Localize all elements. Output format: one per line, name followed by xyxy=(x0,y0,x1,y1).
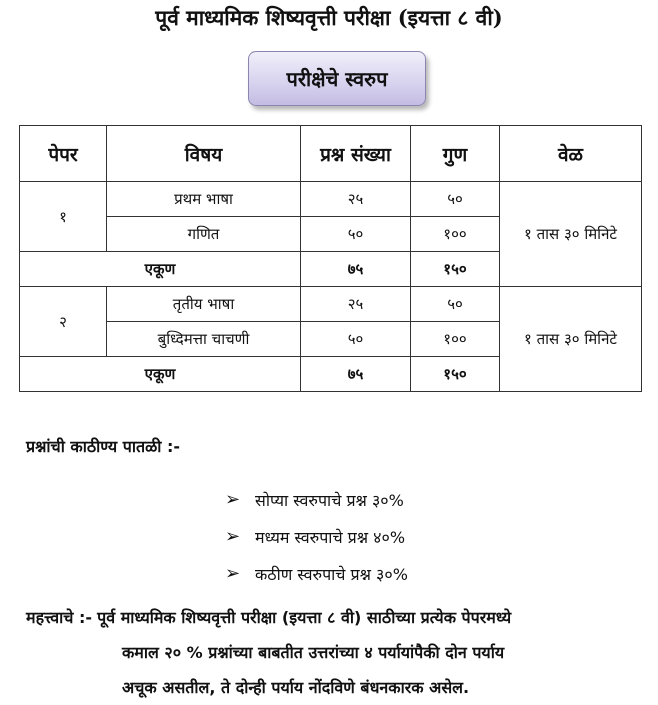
header-questions: प्रश्न संख्या xyxy=(301,126,411,182)
header-paper: पेपर xyxy=(20,126,107,182)
total-marks: १५० xyxy=(411,252,500,287)
total-questions: ७५ xyxy=(301,252,411,287)
subject-cell: गणित xyxy=(107,217,301,252)
page-title: पूर्व माध्यमिक शिष्यवृत्ती परीक्षा (इयत्ता ८ वी) xyxy=(155,5,503,30)
total-label: एकूण xyxy=(20,357,301,392)
marks-cell: १०० xyxy=(411,322,500,357)
subject-cell: तृतीय भाषा xyxy=(107,287,301,322)
difficulty-list xyxy=(225,481,408,592)
marks-cell: ५० xyxy=(411,182,500,217)
paper-number: १ xyxy=(20,182,107,252)
arrow-bullet-icon: ➢ xyxy=(225,563,241,584)
time-cell: १ तास ३० मिनिटे xyxy=(500,182,642,287)
subject-cell: बुध्दिमत्ता चाचणी xyxy=(107,322,301,357)
header-subject: विषय xyxy=(107,126,301,182)
arrow-bullet-icon: ➢ xyxy=(225,526,241,547)
note-text-1: पूर्व माध्यमिक शिष्यवृत्ती परीक्षा (इयत्ता ८ वी) साठीच्या प्रत्येक पेपरमध्ये xyxy=(97,608,512,627)
arrow-bullet-icon: ➢ xyxy=(225,489,241,510)
marks-cell: ५० xyxy=(411,287,500,322)
questions-cell: ५० xyxy=(301,322,411,357)
list-item xyxy=(225,481,408,518)
difficulty-medium: मध्यम स्वरुपाचे प्रश्न ४०% xyxy=(255,527,406,547)
questions-cell: ५० xyxy=(301,217,411,252)
table-row xyxy=(20,182,642,217)
difficulty-easy: सोप्या स्वरुपाचे प्रश्न ३०% xyxy=(255,490,404,510)
header-time: वेळ xyxy=(500,126,642,182)
total-questions: ७५ xyxy=(301,357,411,392)
total-marks: १५० xyxy=(411,357,500,392)
note-line-3: अचूक असतील, ते दोन्ही पर्याय नोंदविणे बंधनकारक असेल. xyxy=(122,678,470,697)
section-badge: परीक्षेचे स्वरुप xyxy=(248,51,426,106)
table-header-row xyxy=(20,126,642,182)
total-label: एकूण xyxy=(20,252,301,287)
subject-cell: प्रथम भाषा xyxy=(107,182,301,217)
header-marks: गुण xyxy=(411,126,500,182)
exam-pattern-table xyxy=(19,125,642,392)
note-line-1 xyxy=(26,600,646,635)
table-row xyxy=(20,287,642,322)
list-item xyxy=(225,518,408,555)
note-label: महत्त्वाचे :- xyxy=(26,608,93,627)
paper-number: २ xyxy=(20,287,107,357)
list-item xyxy=(225,555,408,592)
important-note xyxy=(26,600,646,705)
questions-cell: २५ xyxy=(301,182,411,217)
difficulty-heading: प्रश्नांची काठीण्य पातळी :- xyxy=(26,437,181,456)
note-line-2: कमाल २० % प्रश्नांच्या बाबतीत उत्तरांच्या ४ पर्यायांपैकी दोन पर्याय xyxy=(122,643,505,662)
time-cell: १ तास ३० मिनिटे xyxy=(500,287,642,392)
questions-cell: २५ xyxy=(301,287,411,322)
marks-cell: १०० xyxy=(411,217,500,252)
difficulty-hard: कठीण स्वरुपाचे प्रश्न ३०% xyxy=(255,564,408,584)
